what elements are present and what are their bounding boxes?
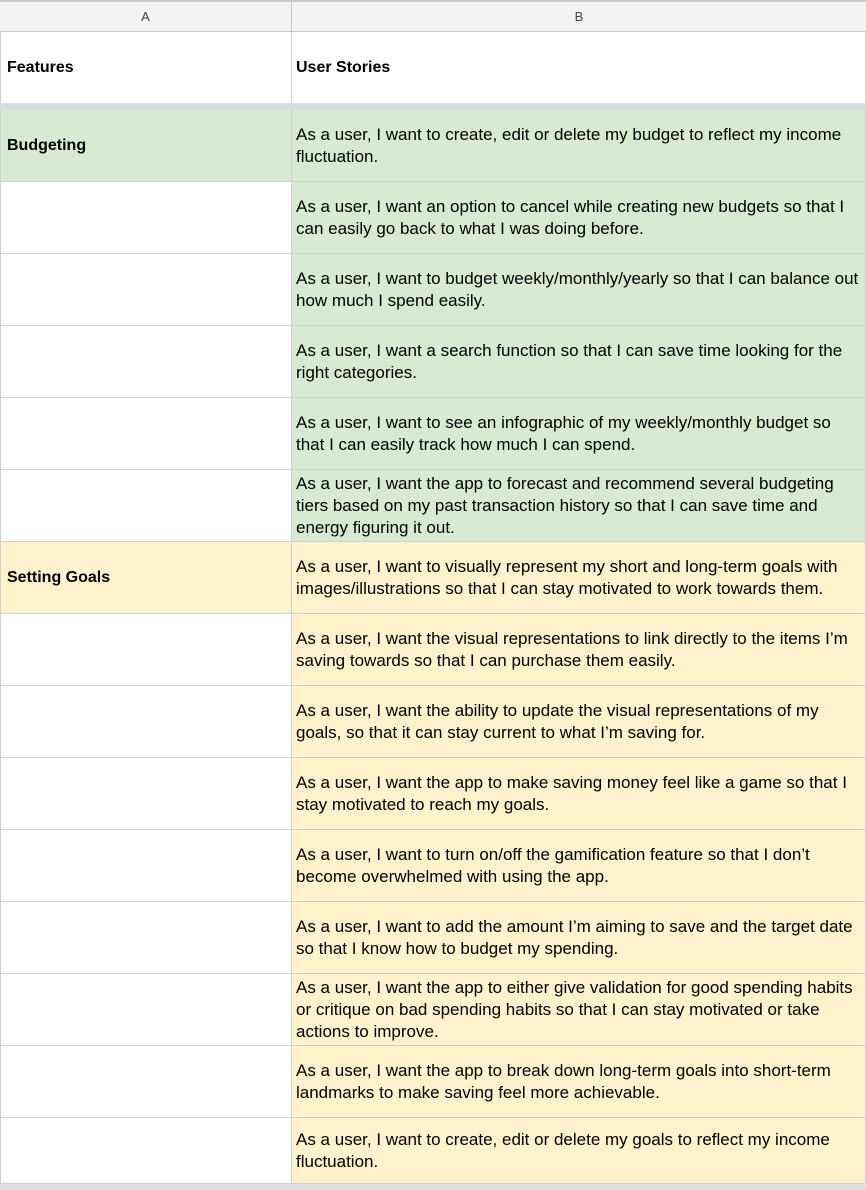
story-cell[interactable]: As a user, I want a search function so that I can save time looking for the right categories.	[292, 326, 866, 397]
feature-cell[interactable]	[0, 1118, 292, 1183]
table-row	[0, 614, 866, 686]
feature-cell[interactable]	[0, 470, 292, 541]
story-cell[interactable]: As a user, I want to visually represent my short and long-term goals with images/illustrations so that I can stay motivated to work towards them.	[292, 542, 866, 613]
feature-cell[interactable]: Budgeting	[0, 110, 292, 181]
table-row	[0, 470, 866, 542]
table-row	[0, 974, 866, 1046]
column-header-bar	[0, 0, 866, 32]
table-row	[0, 758, 866, 830]
column-header-b[interactable]: B	[574, 9, 584, 24]
story-cell[interactable]: As a user, I want to turn on/off the gamification feature so that I don’t become overwhelmed with using the app.	[292, 830, 866, 901]
feature-cell[interactable]	[0, 758, 292, 829]
table-row	[0, 182, 866, 254]
feature-cell[interactable]	[0, 902, 292, 973]
feature-cell[interactable]: Setting Goals	[0, 542, 292, 613]
story-cell[interactable]: As a user, I want the app to forecast and recommend several budgeting tiers based on my past transaction history so that I can save time and energy figuring it out.	[292, 470, 866, 541]
story-cell[interactable]: As a user, I want to create, edit or delete my goals to reflect my income fluctuation.	[292, 1118, 866, 1183]
table-row	[0, 686, 866, 758]
story-cell[interactable]: As a user, I want to see an infographic of my weekly/monthly budget so that I can easily track how much I can spend.	[292, 398, 866, 469]
feature-cell[interactable]	[0, 686, 292, 757]
story-cell[interactable]: As a user, I want to create, edit or delete my budget to reflect my income fluctuation.	[292, 110, 866, 181]
user-stories-header-cell[interactable]: User Stories	[292, 32, 866, 103]
feature-cell[interactable]	[0, 974, 292, 1045]
story-cell[interactable]: As a user, I want the app to break down long-term goals into short-term landmarks to make saving feel more achievable.	[292, 1046, 866, 1117]
feature-cell[interactable]	[0, 254, 292, 325]
table-row	[0, 1118, 866, 1184]
story-cell[interactable]: As a user, I want an option to cancel while creating new budgets so that I can easily go back to what I was doing before.	[292, 182, 866, 253]
feature-cell[interactable]	[0, 326, 292, 397]
feature-cell[interactable]	[0, 182, 292, 253]
table-row	[0, 830, 866, 902]
feature-cell[interactable]	[0, 830, 292, 901]
column-header-a[interactable]: A	[0, 2, 292, 32]
story-cell[interactable]: As a user, I want the app to either give validation for good spending habits or critique on bad spending habits so that I can stay motivated or take actions to improve.	[292, 974, 866, 1045]
story-cell[interactable]: As a user, I want the visual representations to link directly to the items I’m saving towards so that I can purchase them easily.	[292, 614, 866, 685]
story-cell[interactable]: As a user, I want the ability to update the visual representations of my goals, so that it can stay current to what I’m saving for.	[292, 686, 866, 757]
frozen-row-divider[interactable]	[0, 103, 866, 110]
story-cell[interactable]: As a user, I want the app to make saving money feel like a game so that I stay motivated to reach my goals.	[292, 758, 866, 829]
feature-cell[interactable]	[0, 1046, 292, 1117]
table-row	[0, 110, 866, 182]
header-row	[0, 32, 866, 104]
feature-cell[interactable]	[0, 398, 292, 469]
horizontal-scrollbar[interactable]	[0, 1184, 866, 1190]
table-row	[0, 398, 866, 470]
table-row	[0, 1046, 866, 1118]
table-row	[0, 902, 866, 974]
feature-cell[interactable]	[0, 614, 292, 685]
table-row	[0, 254, 866, 326]
features-header-cell[interactable]: Features	[0, 32, 292, 103]
story-cell[interactable]: As a user, I want to budget weekly/monthly/yearly so that I can balance out how much I spend easily.	[292, 254, 866, 325]
table-row	[0, 326, 866, 398]
story-cell[interactable]: As a user, I want to add the amount I’m aiming to save and the target date so that I know how to budget my spending.	[292, 902, 866, 973]
table-row	[0, 542, 866, 614]
